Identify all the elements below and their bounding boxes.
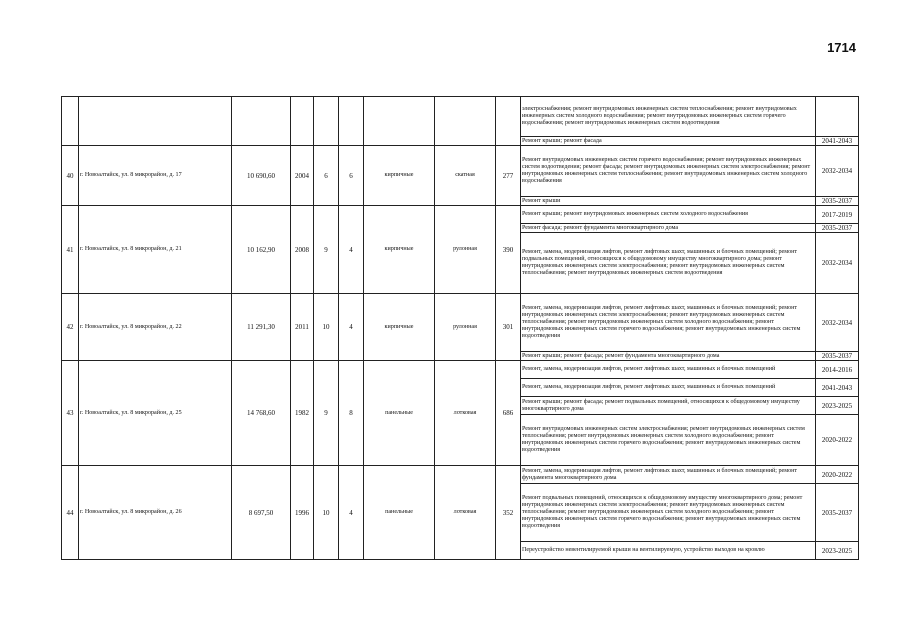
cell-works: Ремонт внутридомовых инженерных систем электроснабжения; ремонт внутридомовых инженерных систем теплоснабжения; ремонт внутридомовых инженерных систем холодного водоснабжения; ремонт внутридомовых инженерных систем горячего водоснабжения; ремонт внутридомовых инженерных систем водоотведения [521, 415, 816, 466]
cell-period: 2032-2034 [816, 146, 859, 197]
cell-works: Ремонт, замена, модернизация лифтов, ремонт лифтовых шахт, машинных и блочных помещений; ремонт фундамента многоквартирного дома [521, 466, 816, 484]
cell-period: 2035-2037 [816, 224, 859, 233]
cell-roof [435, 97, 496, 146]
cell-address: г. Новоалтайск, ул. 8 микрорайон, д. 25 [79, 361, 232, 466]
cell-floors: 9 [314, 206, 339, 294]
cell-roof: лотковая [435, 466, 496, 560]
cell-period: 2020-2022 [816, 466, 859, 484]
cell-floors: 6 [314, 146, 339, 206]
cell-year: 2011 [291, 294, 314, 361]
cell-area [232, 97, 291, 146]
cell-period: 2035-2037 [816, 484, 859, 542]
cell-floors: 10 [314, 466, 339, 560]
cell-works: Ремонт крыши; ремонт фасада; ремонт подвальных помещений, относящихся к общедомовому имуществу многоквартирного дома [521, 397, 816, 415]
cell-works: Переустройство невентилируемой крыши на вентилируемую, устройство выходов на кровлю [521, 542, 816, 560]
cell-address: г. Новоалтайск, ул. 8 микрорайон, д. 21 [79, 206, 232, 294]
cell-year: 1982 [291, 361, 314, 466]
cell-num: 44 [62, 466, 79, 560]
cell-address: г. Новоалтайск, ул. 8 микрорайон, д. 26 [79, 466, 232, 560]
cell-entrances [339, 97, 364, 146]
cell-year [291, 97, 314, 146]
cell-period: 2032-2034 [816, 233, 859, 294]
cell-roof: рулонная [435, 206, 496, 294]
cell-wall: кирпичные [364, 206, 435, 294]
cell-roof: лотковая [435, 361, 496, 466]
cell-works: электроснабжения; ремонт внутридомовых инженерных систем теплоснабжения; ремонт внутридомовых инженерных систем холодного водоснабжения; ремонт внутридомовых инженерных систем горячего водоснабжения; ремонт внутридомовых инженерных систем водоотведения [521, 97, 816, 137]
cell-wall: панельные [364, 361, 435, 466]
table-row [62, 361, 859, 379]
cell-period: 2035-2037 [816, 352, 859, 361]
cell-period [816, 97, 859, 137]
cell-area: 11 291,30 [232, 294, 291, 361]
cell-period: 2023-2025 [816, 397, 859, 415]
cell-works: Ремонт крыши; ремонт фасада; ремонт фундамента многоквартирного дома [521, 352, 816, 361]
cell-works: Ремонт, замена, модернизация лифтов, ремонт лифтовых шахт, машинных и блочных помещений [521, 379, 816, 397]
cell-entrances: 8 [339, 361, 364, 466]
table-body [62, 97, 859, 560]
cell-works: Ремонт фасада; ремонт фундамента многоквартирного дома [521, 224, 816, 233]
cell-num: 42 [62, 294, 79, 361]
cell-year: 2004 [291, 146, 314, 206]
table-row [62, 466, 859, 484]
cell-period: 2023-2025 [816, 542, 859, 560]
cell-period: 2041-2043 [816, 137, 859, 146]
cell-works: Ремонт крыши; ремонт внутридомовых инженерных систем холодного водоснабжения [521, 206, 816, 224]
cell-period: 2017-2019 [816, 206, 859, 224]
cell-area: 14 768,60 [232, 361, 291, 466]
cell-address: г. Новоалтайск, ул. 8 микрорайон, д. 17 [79, 146, 232, 206]
cell-works: Ремонт крыши [521, 197, 816, 206]
cell-apartments: 390 [496, 206, 521, 294]
cell-works: Ремонт, замена, модернизация лифтов, ремонт лифтовых шахт, машинных и блочных помещений; ремонт внутридомовых инженерных систем электроснабжения; ремонт внутридомовых инженерных систем теплоснабжения; ремонт внутридомовых инженерных систем холодного водоснабжения; ремонт внутридомовых инженерных систем горячего водоснабжения; ремонт внутридомовых инженерных систем водоотведения [521, 294, 816, 352]
cell-address: г. Новоалтайск, ул. 8 микрорайон, д. 22 [79, 294, 232, 361]
cell-apartments: 352 [496, 466, 521, 560]
cell-period: 2041-2043 [816, 379, 859, 397]
cell-floors: 9 [314, 361, 339, 466]
cell-num: 43 [62, 361, 79, 466]
cell-period: 2014-2016 [816, 361, 859, 379]
cell-period: 2035-2037 [816, 197, 859, 206]
cell-entrances: 4 [339, 294, 364, 361]
cell-num: 41 [62, 206, 79, 294]
cell-wall [364, 97, 435, 146]
cell-roof: скатная [435, 146, 496, 206]
table-row [62, 206, 859, 224]
cell-entrances: 4 [339, 206, 364, 294]
cell-works: Ремонт, замена, модернизация лифтов, ремонт лифтовых шахт, машинных и блочных помещений; ремонт подвальных помещений, относящихся к общедомовому имуществу многоквартирного дома; ремонт внутридомовых инженерных систем электроснабжения; ремонт внутридомовых инженерных систем теплоснабжения; ремонт внутридомовых инженерных систем водоотведения [521, 233, 816, 294]
cell-works: Ремонт, замена, модернизация лифтов, ремонт лифтовых шахт, машинных и блочных помещений [521, 361, 816, 379]
cell-apartments: 277 [496, 146, 521, 206]
cell-wall: кирпичные [364, 146, 435, 206]
cell-num [62, 97, 79, 146]
cell-entrances: 4 [339, 466, 364, 560]
capital-repair-table [61, 96, 859, 560]
cell-works: Ремонт крыши; ремонт фасада [521, 137, 816, 146]
page-number: 1714 [827, 40, 856, 55]
cell-area: 8 697,50 [232, 466, 291, 560]
table-row [62, 146, 859, 197]
cell-apartments: 686 [496, 361, 521, 466]
cell-area: 10 690,60 [232, 146, 291, 206]
cell-roof: рулонная [435, 294, 496, 361]
cell-floors: 10 [314, 294, 339, 361]
cell-num: 40 [62, 146, 79, 206]
cell-year: 2008 [291, 206, 314, 294]
cell-entrances: 6 [339, 146, 364, 206]
cell-period: 2020-2022 [816, 415, 859, 466]
cell-floors [314, 97, 339, 146]
cell-apartments: 301 [496, 294, 521, 361]
cell-address [79, 97, 232, 146]
cell-works: Ремонт внутридомовых инженерных систем горячего водоснабжения; ремонт внутридомовых инженерных систем водоотведения; ремонт фасада; ремонт внутридомовых инженерных систем электроснабжения; ремонт внутридомовых инженерных систем теплоснабжения; ремонт внутридомовых инженерных систем холодного водоснабжения [521, 146, 816, 197]
cell-wall: кирпичные [364, 294, 435, 361]
cell-period: 2032-2034 [816, 294, 859, 352]
cell-wall: панельные [364, 466, 435, 560]
cell-works: Ремонт подвальных помещений, относящихся к общедомовому имуществу многоквартирного дома; ремонт внутридомовых инженерных систем электроснабжения; ремонт внутридомовых инженерных систем теплоснабжения; ремонт внутридомовых инженерных систем холодного водоснабжения; ремонт внутридомовых инженерных систем горячего водоснабжения; ремонт внутридомовых инженерных систем водоотведения [521, 484, 816, 542]
table-row [62, 294, 859, 352]
table-row [62, 97, 859, 137]
cell-area: 10 162,90 [232, 206, 291, 294]
cell-year: 1996 [291, 466, 314, 560]
cell-apartments [496, 97, 521, 146]
